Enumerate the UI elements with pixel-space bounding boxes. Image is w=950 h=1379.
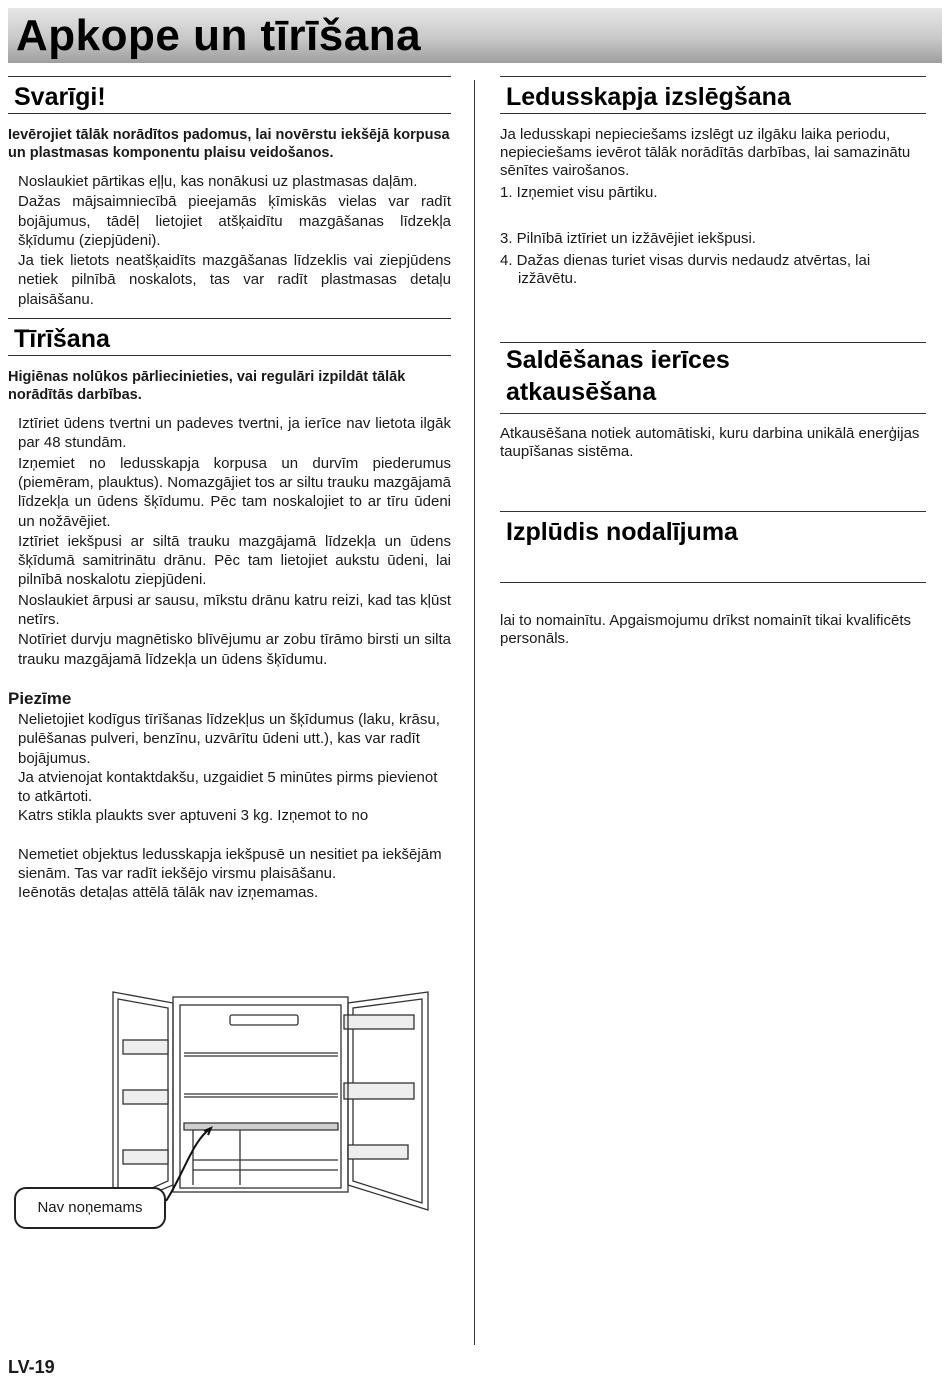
list-item: Izņemiet no ledusskapja korpusa un durvīm piederumus (piemēram, plauktus). Nomazgājiet tos ar siltu trauku mazgājamā līdzekļa un ūdens šķīdumu. Pēc tam noskalojiet to ar tīru ūdeni un nožāvējiet. xyxy=(18,454,451,530)
page-number: LV-19 xyxy=(8,1357,55,1377)
heading-atkausesana-line1: Saldēšanas ierīces xyxy=(506,346,730,374)
section-header-izslegsana xyxy=(500,76,926,114)
list-item: Noslaukiet pārtikas eļļu, kas nonākusi uz plastmasas daļām. xyxy=(18,173,418,190)
heading-tirisana: Tīrīšana xyxy=(14,325,110,354)
list-item: Ja atvienojat kontaktdakšu, uzgaidiet 5 minūtes pirms pievienot to atkārtoti. xyxy=(18,768,438,806)
list-svarigi xyxy=(8,172,451,309)
intro-svarigi: Ievērojiet tālāk norādītos padomus, lai novērstu iekšējā korpusa un plastmasas komponentu plaisu veidošanos. xyxy=(8,127,450,161)
steps-izslegsana xyxy=(500,184,926,288)
section-header-izpludis xyxy=(500,511,926,583)
column-divider xyxy=(474,80,475,1345)
list-tirisana xyxy=(8,414,451,669)
title-banner xyxy=(8,8,942,63)
heading-izpludis: Izplūdis nodalījuma xyxy=(506,518,738,546)
list-item: 1. Izņemiet visu pārtiku. xyxy=(500,184,658,201)
heading-piezime: Piezīme xyxy=(8,688,72,708)
list-piezime xyxy=(8,710,451,903)
left-column xyxy=(8,76,451,903)
list-item: Dažas mājsaimniecībā pieejamās ķīmiskās vielas var radīt bojājumus, tādēļ lietojiet atšķaidītu mazgāšanas līdzekļa šķīdumu (ziepjūdeni). xyxy=(18,193,451,249)
list-item: 3. Pilnībā iztīriet un izžāvējiet iekšpusi. xyxy=(500,230,756,247)
section-header-atkausesana xyxy=(500,342,926,414)
heading-svarigi: Svarīgi! xyxy=(14,83,106,111)
list-item: Iztīriet ūdens tvertni un padeves tvertni, ja ierīce nav lietota ilgāk par 48 stundām. xyxy=(18,415,451,452)
list-item: Noslaukiet ārpusi ar sausu, mīkstu drānu katru reizi, kad tas kļūst netīrs. xyxy=(18,591,451,629)
intro-tirisana: Higiēnas nolūkos pārliecinieties, vai regulāri izpildāt tālāk norādītās darbības. xyxy=(8,369,406,404)
text-izslegsana: Ja ledusskapi nepieciešams izslēgt uz ilgāku laika periodu, nepieciešams ievērot tālāk norādītās darbības, lai samazinātu sēnītes vairošanos. xyxy=(500,126,911,179)
list-item: Iztīriet iekšpusi ar siltā trauku mazgājamā līdzekļa un ūdens šķīdumā samitrinātu drānu. Pēc tam lietojiet aukstu ūdeni, lai pilnībā noskalotu ziepjūdeni. xyxy=(18,532,451,589)
text-atkausesana: Atkausēšana notiek automātiski, kuru darbina unikālā enerģijas taupīšanas sistēma. xyxy=(500,425,920,460)
list-item: Ieēnotās detaļas attēlā tālāk nav izņemamas. xyxy=(18,884,319,902)
callout-non-removable: Nav noņemams xyxy=(14,1187,166,1229)
list-item: Nelietojiet kodīgus tīrīšanas līdzekļus un šķīdumus (laku, krāsu, pulēšanas pulveri, benzīnu, uzvārītu ūdeni utt.), kas var radīt bojājumus. xyxy=(18,710,440,767)
list-item: 4. Dažas dienas turiet visas durvis nedaudz atvērtas, lai izžāvētu. xyxy=(500,252,871,287)
right-column xyxy=(500,76,926,648)
section-header-svarigi xyxy=(8,76,451,114)
section-header-tirisana xyxy=(8,318,451,356)
heading-atkausesana-line2: atkausēšana xyxy=(506,378,657,406)
list-item: Katrs stikla plaukts sver aptuveni 3 kg. Izņemot to no xyxy=(18,807,369,825)
list-item: Ja tiek lietots neatšķaidīts mazgāšanas līdzeklis vai ziepjūdens netiek pilnībā noskalots, tas var radīt plastmasas detaļu plaisāšanu. xyxy=(18,252,451,308)
list-item: Notīriet durvju magnētisko blīvējumu ar zobu tīrāmo birsti un silta trauku mazgājamā līdzekļa un ūdens šķīdumu. xyxy=(18,631,451,668)
list-item: Nemetiet objektus ledusskapja iekšpusē un nesitiet pa iekšējām sienām. Tas var radīt iekšējo virsmu plaisāšanu. xyxy=(18,845,442,883)
page-title: Apkope un tīrīšana xyxy=(16,11,422,60)
heading-izslegsana: Ledusskapja izslēgšana xyxy=(506,83,791,111)
text-izpludis: lai to nomainītu. Apgaismojumu drīkst nomainīt tikai kvalificēts personāls. xyxy=(500,612,912,647)
